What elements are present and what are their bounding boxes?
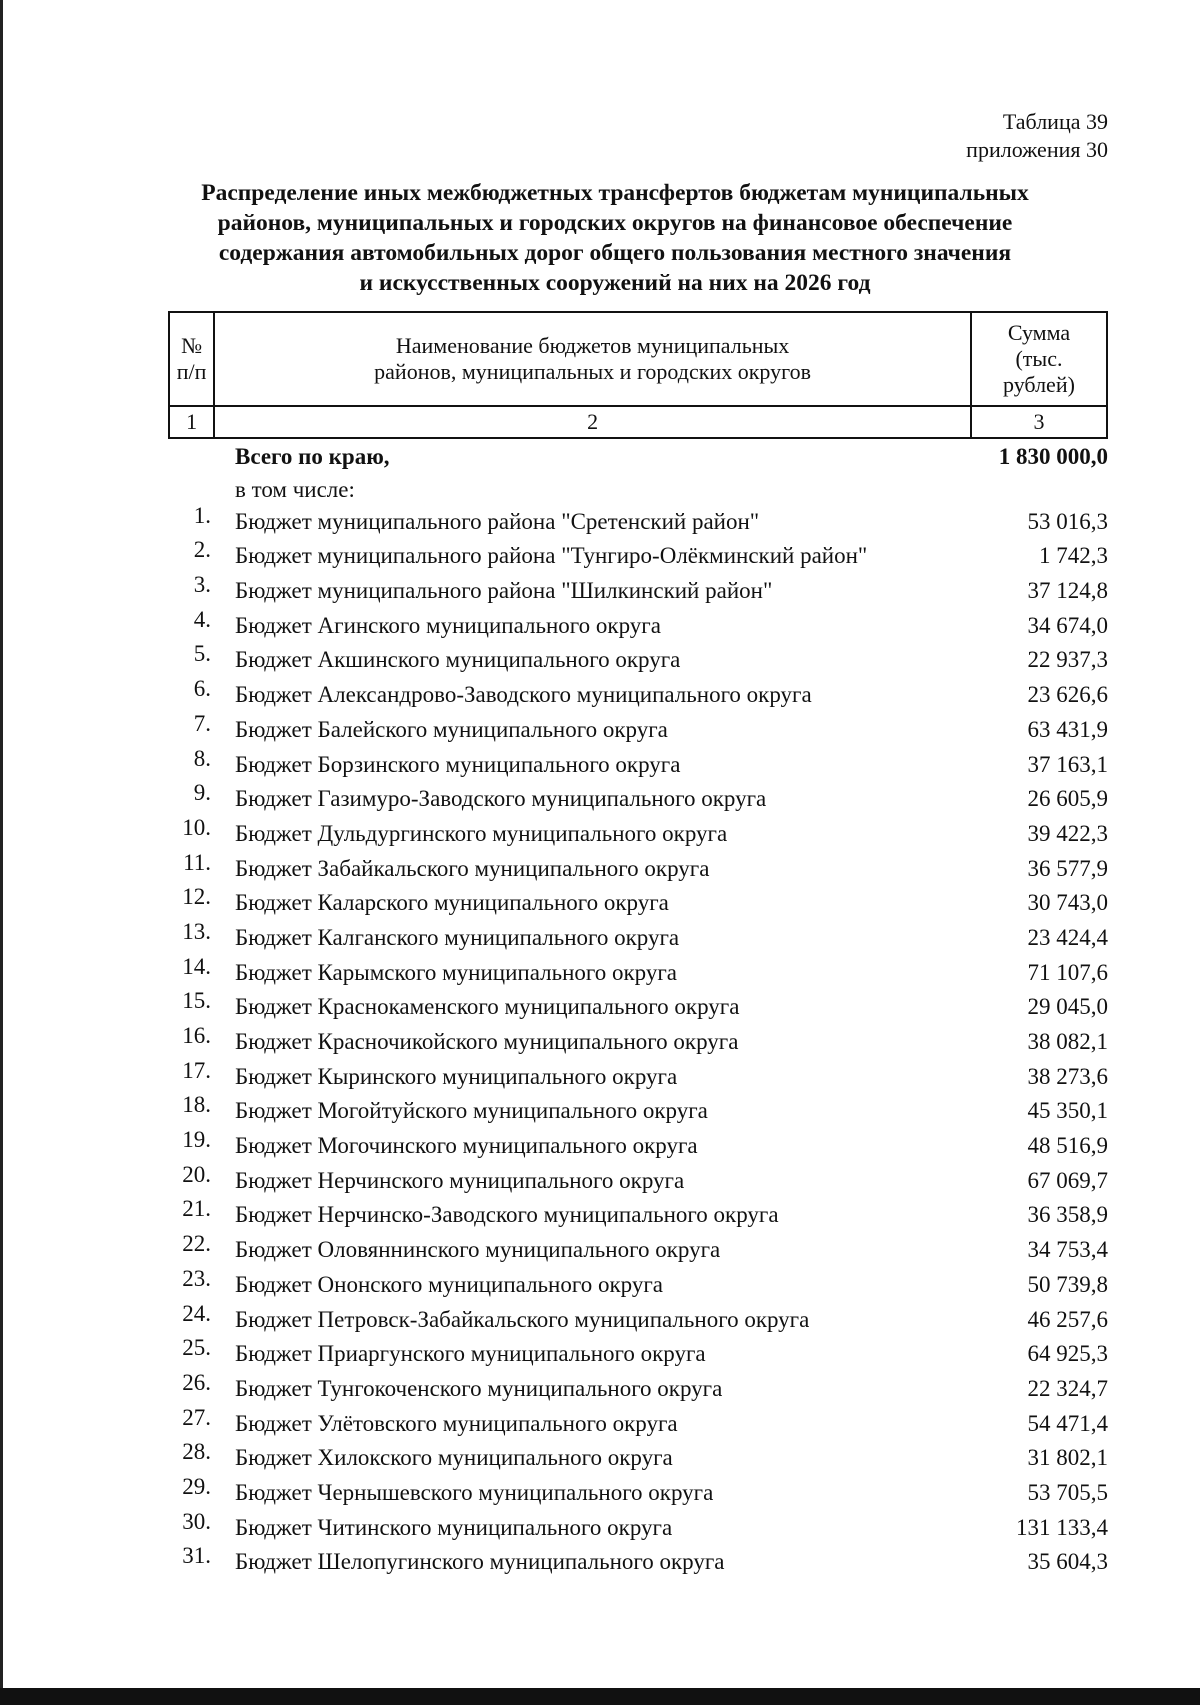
- budget-amount: 64 925,3: [1027, 1341, 1108, 1367]
- table-row: [168, 918, 1108, 956]
- budget-name: Бюджет Нерчинско-Заводского муниципального округа: [235, 1202, 779, 1228]
- document-title: [150, 178, 1080, 298]
- caption-appendix: приложения 30: [966, 137, 1108, 162]
- column-number: 2: [214, 406, 971, 438]
- column-number: 1: [169, 406, 214, 438]
- including-row: [168, 475, 1108, 505]
- row-number: 31.: [182, 1543, 211, 1569]
- table-row: [168, 606, 1108, 644]
- table-row: [168, 1508, 1108, 1546]
- table-row: [168, 710, 1108, 748]
- scan-edge-left: [0, 0, 3, 1705]
- header-num: № п/п: [169, 312, 214, 406]
- table-row: [168, 849, 1108, 887]
- caption-table-number: Таблица 39: [1002, 109, 1108, 134]
- budget-name: Бюджет Петровск-Забайкальского муниципального округа: [235, 1306, 810, 1332]
- row-number: 8.: [193, 745, 211, 771]
- table-row: [168, 1265, 1108, 1303]
- budget-name: Бюджет Борзинского муниципального округа: [235, 751, 681, 777]
- table-header: [168, 311, 1108, 439]
- budget-name: Бюджет муниципального района "Тунгиро-Олёкминский район": [235, 543, 868, 569]
- row-number: 9.: [193, 780, 211, 806]
- budget-amount: 38 082,1: [1027, 1029, 1108, 1054]
- table-row: [168, 502, 1108, 540]
- row-number: 11.: [183, 849, 211, 875]
- row-number: 10.: [182, 814, 211, 840]
- budget-amount: 37 124,8: [1027, 578, 1108, 604]
- budget-amount: 38 273,6: [1027, 1063, 1108, 1089]
- budget-amount: 39 422,3: [1027, 820, 1108, 846]
- table-row: [168, 814, 1108, 852]
- row-number: 3.: [193, 572, 211, 598]
- table-row: [168, 1025, 1108, 1060]
- budget-name: Бюджет Каларского муниципального округа: [235, 890, 669, 916]
- row-number: 19.: [182, 1127, 211, 1153]
- table-body: [168, 440, 1108, 1580]
- budget-name: Бюджет Тунгокоченского муниципального округа: [235, 1375, 723, 1401]
- column-number-row: [169, 406, 1107, 438]
- table-row: [168, 574, 1108, 609]
- row-number: 12.: [182, 884, 211, 910]
- budget-amount: 31 802,1: [1027, 1445, 1108, 1471]
- budget-amount: 30 743,0: [1027, 890, 1108, 916]
- table-row: [168, 539, 1108, 574]
- budget-name: Бюджет Ононского муниципального округа: [235, 1271, 663, 1297]
- budget-amount: 22 937,3: [1027, 647, 1108, 673]
- row-number: 23.: [182, 1265, 211, 1291]
- title-line: содержания автомобильных дорог общего пользования местного значения: [218, 240, 1012, 266]
- row-number: 24.: [182, 1300, 211, 1326]
- table-row: [168, 886, 1108, 921]
- budget-name: Бюджет Дульдургинского муниципального округа: [235, 820, 728, 846]
- total-value: 1 830 000,0: [998, 444, 1108, 469]
- row-number: 30.: [182, 1508, 211, 1534]
- budget-name: Бюджет Читинского муниципального округа: [235, 1514, 673, 1540]
- budget-amount: 53 016,3: [1027, 508, 1108, 534]
- budget-amount: 23 424,4: [1027, 924, 1108, 950]
- budget-amount: 131 133,4: [1016, 1514, 1108, 1540]
- table-row: [168, 745, 1108, 783]
- budget-name: Бюджет Чернышевского муниципального округа: [235, 1479, 714, 1505]
- budget-name: Бюджет Агинского муниципального округа: [235, 612, 661, 638]
- table-row: [168, 1161, 1108, 1199]
- table-row: [168, 1198, 1108, 1233]
- budget-amount: 37 163,1: [1027, 751, 1108, 777]
- budget-name: Бюджет Акшинского муниципального округа: [235, 647, 681, 673]
- row-number: 7.: [193, 710, 211, 736]
- budget-name: Бюджет муниципального района "Сретенский район": [235, 508, 760, 534]
- budget-amount: 35 604,3: [1027, 1549, 1108, 1575]
- row-number: 29.: [182, 1473, 211, 1499]
- table-row: [168, 782, 1108, 817]
- budget-name: Бюджет Могочинского муниципального округа: [235, 1133, 698, 1159]
- title-line: Распределение иных межбюджетных трансфертов бюджетам муниципальных: [201, 180, 1029, 206]
- budget-amount: 71 107,6: [1027, 959, 1108, 985]
- row-number: 5.: [193, 641, 211, 667]
- row-number: 6.: [193, 676, 211, 702]
- row-number: 1.: [193, 502, 211, 528]
- budget-name: Бюджет Оловяннинского муниципального округа: [235, 1237, 721, 1263]
- budget-name: Бюджет Александрово-Заводского муниципального округа: [235, 682, 812, 708]
- table-row: [168, 1094, 1108, 1129]
- table-row: [168, 1129, 1108, 1164]
- row-number: 4.: [193, 606, 211, 632]
- budget-amount: 34 674,0: [1027, 612, 1108, 638]
- row-number: 22.: [182, 1231, 211, 1257]
- total-row: [168, 440, 1108, 475]
- table-row: [168, 1545, 1108, 1580]
- row-number: 20.: [182, 1161, 211, 1187]
- row-number: 2.: [193, 537, 211, 563]
- row-number: 26.: [182, 1369, 211, 1395]
- budget-amount: 1 742,3: [1039, 543, 1108, 569]
- column-number: 3: [971, 406, 1107, 438]
- row-number: 25.: [182, 1335, 211, 1361]
- budget-amount: 36 577,9: [1027, 855, 1108, 881]
- scan-edge-bottom: [0, 1688, 1200, 1705]
- budget-name: Бюджет Приаргунского муниципального округа: [235, 1341, 706, 1367]
- budget-name: Бюджет Улётовского муниципального округа: [235, 1410, 678, 1436]
- table-row: [168, 953, 1108, 991]
- budget-name: Бюджет Забайкальского муниципального округа: [235, 855, 710, 881]
- row-number: 13.: [182, 918, 211, 944]
- header-name: Наименование бюджетов муниципальных районов, муниципальных и городских округов: [214, 312, 971, 406]
- row-number: 16.: [182, 1023, 211, 1048]
- budget-amount: 67 069,7: [1027, 1167, 1108, 1193]
- budget-name: Бюджет Газимуро-Заводского муниципального округа: [235, 786, 767, 812]
- budget-amount: 26 605,9: [1027, 786, 1108, 812]
- budget-amount: 29 045,0: [1027, 994, 1108, 1020]
- budget-amount: 22 324,7: [1027, 1375, 1108, 1401]
- budget-name: Бюджет Балейского муниципального округа: [235, 716, 668, 742]
- including-label: в том числе:: [235, 476, 355, 502]
- header-sum: Сумма (тыс. рублей): [971, 312, 1107, 406]
- budget-name: Бюджет муниципального района "Шилкинский район": [235, 578, 773, 604]
- table-row: [168, 1233, 1108, 1268]
- budget-name: Бюджет Могойтуйского муниципального округа: [235, 1098, 708, 1124]
- budget-amount: 46 257,6: [1027, 1306, 1108, 1332]
- budget-name: Бюджет Калганского муниципального округа: [235, 924, 680, 950]
- table-row: [168, 643, 1108, 678]
- table-row: [168, 1369, 1108, 1407]
- table-row: [168, 1057, 1108, 1095]
- budget-name: Бюджет Кыринского муниципального округа: [235, 1063, 678, 1089]
- table-row: [168, 1441, 1108, 1476]
- row-number: 27.: [182, 1404, 211, 1430]
- budget-name: Бюджет Карымского муниципального округа: [235, 959, 678, 985]
- budget-amount: 54 471,4: [1027, 1410, 1108, 1436]
- table-row: [168, 990, 1108, 1025]
- budget-name: Бюджет Нерчинского муниципального округа: [235, 1167, 685, 1193]
- budget-rows: [168, 502, 1108, 1580]
- row-number: 17.: [182, 1057, 211, 1083]
- table-row: [168, 1473, 1108, 1511]
- table-row: [168, 1404, 1108, 1442]
- budget-amount: 34 753,4: [1027, 1237, 1108, 1263]
- title-line: и искусственных сооружений на них на 2026 год: [359, 270, 871, 296]
- row-number: 15.: [182, 988, 211, 1014]
- budget-amount: 23 626,6: [1027, 682, 1108, 708]
- budget-amount: 50 739,8: [1027, 1271, 1108, 1297]
- row-number: 28.: [182, 1439, 211, 1465]
- row-number: 14.: [182, 953, 211, 979]
- budget-amount: 36 358,9: [1027, 1202, 1108, 1228]
- header-row: [169, 312, 1107, 406]
- budget-amount: 63 431,9: [1027, 716, 1108, 742]
- table-row: [168, 1300, 1108, 1338]
- table-caption: [966, 108, 1108, 164]
- budget-amount: 45 350,1: [1027, 1098, 1108, 1124]
- budget-name: Бюджет Хилокского муниципального округа: [235, 1445, 673, 1471]
- total-label: Всего по краю,: [235, 444, 390, 469]
- table-row: [168, 678, 1108, 713]
- budget-name: Бюджет Красночикойского муниципального округа: [235, 1029, 739, 1054]
- budget-name: Бюджет Краснокаменского муниципального округа: [235, 994, 740, 1020]
- table-row: [168, 1337, 1108, 1372]
- budget-name: Бюджет Шелопугинского муниципального округа: [235, 1549, 725, 1575]
- title-line: районов, муниципальных и городских округов на финансовое обеспечение: [217, 210, 1013, 236]
- budget-amount: 48 516,9: [1027, 1133, 1108, 1159]
- row-number: 21.: [182, 1196, 211, 1222]
- row-number: 18.: [182, 1092, 211, 1118]
- budget-amount: 53 705,5: [1027, 1479, 1108, 1505]
